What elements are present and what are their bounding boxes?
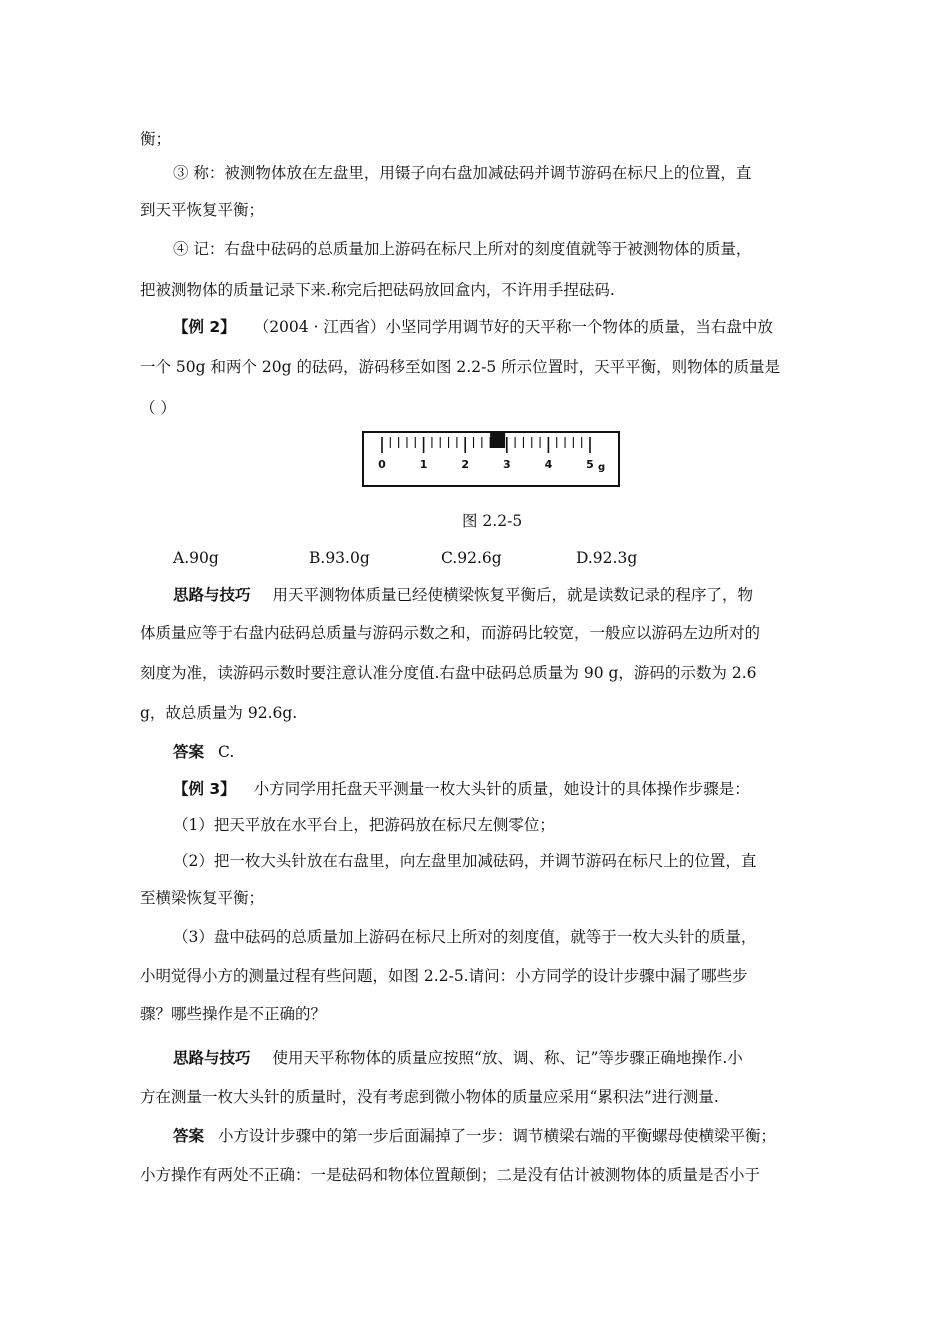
answer-1 [173, 742, 234, 762]
text-line: 至横梁恢复平衡； [140, 889, 265, 907]
step-2: （2）把一枚大头针放在右盘里，向左盘里加减砝码，并调节游码在标尺上的位置，直 [173, 852, 757, 870]
ruler-tick-label: 0 [378, 458, 386, 471]
option-c: C.92.6g [441, 549, 502, 567]
ruler-tick-label: 3 [502, 458, 511, 471]
answer-blank: （ ） [140, 399, 176, 417]
text-line: 一个 50g 和两个 20g 的砝码，游码移至如图 2.2-5 所示位置时，天平平衡，则物体的质量是 [140, 358, 781, 376]
text-line: 把被测物体的质量记录下来.称完后把砝码放回盒内，不许用手捏砝码. [140, 281, 615, 299]
example-tag: 【例 3】 [173, 780, 236, 798]
hint-paragraph-2 [173, 1048, 743, 1068]
text-line: 小明觉得小方的测量过程有些问题，如图 2.2-5.请问：小方同学的设计步骤中漏了哪些步 [140, 967, 748, 985]
answer-text: C. [218, 743, 235, 761]
ruler-tick-label: 4 [544, 458, 553, 471]
example-text: （2004 · 江西省）小坚同学用调节好的天平称一个物体的质量，当右盘中放 [253, 318, 773, 336]
answer-tag: 答案 [173, 1127, 205, 1145]
example-text: 小方同学用托盘天平测量一枚大头针的质量，她设计的具体操作步骤是： [253, 780, 750, 798]
rider-weight [490, 433, 505, 448]
ruler-unit-label: g [598, 462, 606, 473]
text-line: 骤？哪些操作是不正确的？ [140, 1005, 327, 1023]
text-line: g，故总质量为 92.6g. [140, 704, 298, 722]
text-line: 方在测量一枚大头针的质量时，没有考虑到微小物体的质量应采用“累积法”进行测量. [140, 1088, 719, 1106]
example-2-heading [173, 317, 773, 337]
answer-text: 小方设计步骤中的第一步后面漏掉了一步：调节横梁右端的平衡螺母使横梁平衡； [218, 1127, 777, 1145]
hint-text: 用天平测物体质量已经使横梁恢复平衡后，就是读数记录的程序了，物 [272, 586, 754, 604]
scale-ruler-figure [362, 431, 622, 489]
example-3-heading [173, 779, 750, 799]
option-d: D.92.3g [576, 549, 638, 567]
text-line: ③ 称：被测物体放在左盘里，用镊子向右盘加减砝码并调节游码在标尺上的位置，直 [173, 164, 752, 182]
figure-caption: 图 2.2-5 [462, 512, 523, 530]
answer-tag: 答案 [173, 743, 205, 761]
text-line: 刻度为准，读游码示数时要注意认准分度值.右盘中砝码总质量为 90 g，游码的示数为 2.6 [140, 664, 757, 682]
example-tag: 【例 2】 [173, 318, 236, 336]
step-1: （1）把天平放在水平台上，把游码放在标尺左侧零位； [173, 816, 555, 834]
hint-text: 使用天平称物体的质量应按照“放、调、称、记”等步骤正确地操作.小 [272, 1049, 743, 1067]
option-b: B.93.0g [309, 549, 370, 567]
ruler-tick-label: 5 [586, 458, 594, 471]
hint-tag: 思路与技巧 [173, 1049, 251, 1067]
ruler-tick-label: 2 [461, 458, 470, 471]
text-line: ④ 记：右盘中砝码的总质量加上游码在标尺上所对的刻度值就等于被测物体的质量， [173, 240, 752, 258]
text-line: 体质量应等于右盘内砝码总质量与游码示数之和，而游码比较宽，一般应以游码左边所对的 [140, 624, 761, 642]
step-3: （3）盘中砝码的总质量加上游码在标尺上所对的刻度值，就等于一枚大头针的质量， [173, 928, 757, 946]
text-line: 到天平恢复平衡； [140, 201, 265, 219]
text-line: 衡； [140, 130, 172, 148]
answer-2 [173, 1126, 776, 1146]
hint-tag: 思路与技巧 [173, 586, 251, 604]
hint-paragraph-1 [173, 585, 753, 605]
option-a: A.90g [173, 549, 219, 567]
ruler-tick-label: 1 [419, 458, 428, 471]
text-line: 小方操作有两处不正确：一是砝码和物体位置颠倒；二是没有估计被测物体的质量是否小于 [140, 1166, 761, 1184]
